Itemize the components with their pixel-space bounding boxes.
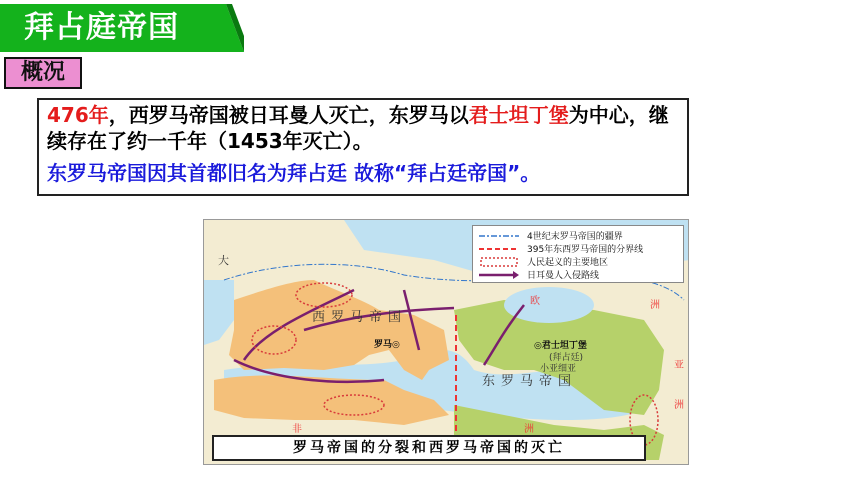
label-africa: 非 bbox=[292, 424, 302, 435]
map-legend bbox=[472, 225, 684, 283]
summary-textbox bbox=[37, 98, 689, 196]
label-da: 大 bbox=[218, 254, 229, 267]
legend-label-invasion: 日耳曼人入侵路线 bbox=[527, 271, 600, 281]
legend-symbol-invasion bbox=[479, 269, 519, 281]
label-asia-a: 亚 bbox=[674, 360, 684, 371]
label-asia-minor: 小亚细亚 bbox=[540, 364, 577, 374]
legend-symbol-division bbox=[479, 243, 519, 255]
summary-paragraph-1 bbox=[47, 102, 679, 154]
historical-map bbox=[203, 219, 689, 465]
label-byzantium: (拜占廷) bbox=[549, 353, 584, 363]
map-caption: 罗马帝国的分裂和西罗马帝国的灭亡 bbox=[212, 435, 646, 461]
black-sea bbox=[504, 287, 594, 323]
label-rome: 罗马◎ bbox=[374, 340, 400, 350]
legend-label-boundary: 4世纪末罗马帝国的疆界 bbox=[527, 232, 623, 242]
label-constantinople: ◎君士坦丁堡 bbox=[534, 341, 587, 351]
legend-symbol-uprising bbox=[479, 256, 519, 268]
label-asia-b: 洲 bbox=[674, 400, 684, 411]
legend-row-division bbox=[479, 243, 679, 255]
title-banner bbox=[0, 4, 244, 52]
section-label: 概况 bbox=[4, 57, 82, 89]
legend-label-division: 395年东西罗马帝国的分界线 bbox=[527, 245, 644, 255]
label-europe: 欧 bbox=[530, 296, 540, 307]
legend-row-uprising bbox=[479, 256, 679, 268]
label-asia-top: 洲 bbox=[650, 300, 660, 311]
year-highlight: 476年 bbox=[47, 103, 109, 127]
legend-symbol-boundary bbox=[479, 230, 519, 242]
page-title: 拜占庭帝国 bbox=[24, 10, 179, 45]
label-east-empire: 东罗马帝国 bbox=[482, 374, 578, 389]
legend-row-invasion bbox=[479, 269, 679, 281]
label-west-empire: 西罗马帝国 bbox=[312, 310, 408, 325]
summary-text-mid: ，西罗马帝国被日耳曼人灭亡，东罗马以 bbox=[108, 103, 469, 127]
label-africa2: 洲 bbox=[524, 424, 534, 435]
capital-highlight: 君士坦丁堡 bbox=[468, 103, 569, 127]
legend-label-uprising: 人民起义的主要地区 bbox=[527, 258, 609, 268]
summary-paragraph-2: 东罗马帝国因其首都旧名为拜占廷 故称“拜占廷帝国”。 bbox=[47, 161, 541, 185]
legend-row-boundary bbox=[479, 230, 679, 242]
summary-text-rest: 为中心，继续存在了约一千年（1453年灭亡）。 bbox=[47, 103, 669, 153]
